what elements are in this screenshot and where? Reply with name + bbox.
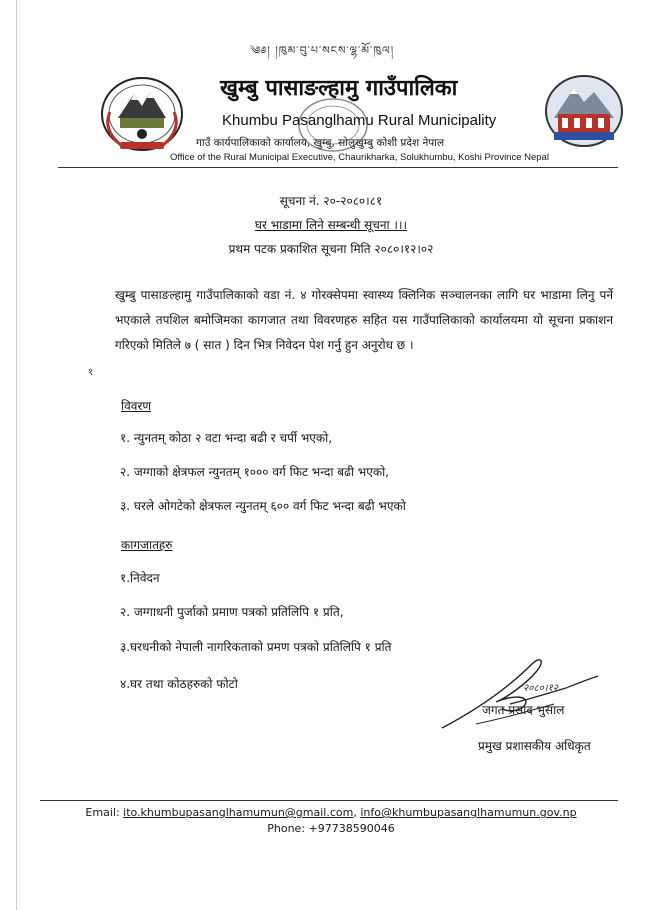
- publication-date: प्रथम पटक प्रकाशित सूचना मिति २०८०।१२।०२: [228, 242, 434, 256]
- documents-item-2: २. जग्गाधनी पुर्जाको प्रमाण पत्रको प्रतिलिपि १ प्रति,: [120, 605, 344, 619]
- documents-item-1: १.निवेदन: [120, 571, 160, 585]
- header-divider: [58, 167, 618, 168]
- municipality-title-english: Khumbu Pasanglhamu Rural Municipality: [222, 112, 497, 129]
- documents-item-3: ३.घरधनीको नेपाली नागरिकताको प्रमण पत्रको प्रतिलिपि १ प्रति: [120, 640, 392, 654]
- margin-mark: १: [88, 367, 94, 378]
- notice-subject-text: घर भाडामा लिने सम्बन्धी सूचना ।।।: [254, 218, 408, 232]
- municipality-title-nepali: खुम्बु पासाङल्हामु गाउँपालिका: [220, 76, 458, 101]
- email-link-2[interactable]: info@khumbupasanglhamumun.gov.np: [360, 806, 577, 819]
- handwritten-signature: [436, 650, 606, 734]
- footer-email-line: [0, 806, 662, 819]
- email-label: Email:: [85, 806, 120, 819]
- notice-subject: [0, 216, 662, 233]
- signatory-title: प्रमुख प्रशासकीय अधिकृत: [478, 739, 591, 753]
- details-item-2: २. जग्गाको क्षेत्रफल न्युनतम् १००० वर्ग फिट भन्दा बढी भएको,: [120, 465, 389, 479]
- tibetan-header-line: ༄༅། །ཁུམ་བུ་པ་སངས་ལྷ་མོ་ཁུལ།: [250, 44, 395, 57]
- details-heading: विवरण: [121, 399, 152, 413]
- details-item-1: १. न्युनतम् कोठा २ वटा भन्दा बढी र चर्पी भएको,: [120, 431, 333, 445]
- footer-divider: [40, 800, 618, 801]
- signature-date: २०८०।१२: [523, 683, 558, 694]
- footer-phone: Phone: +97738590046: [267, 822, 395, 835]
- page-edge: [16, 0, 17, 910]
- municipality-badge-logo: [544, 74, 624, 148]
- signatory-name: जगत प्रसाद भुसाल: [482, 703, 565, 717]
- office-address-english: Office of the Rural Municipal Executive, Chaurikharka, Solukhumbu, Koshi Province Nepal: [170, 152, 549, 163]
- office-stamp: [296, 96, 370, 154]
- email-link-1[interactable]: ito.khumbupasanglhamumun@gmail.com: [123, 806, 354, 819]
- notice-reference-number: सूचना नं. २०-२०८०।८१: [279, 194, 383, 208]
- office-address-nepali: गाउँ कार्यपालिकाको कार्यालय, खुम्बु, सोलुखुम्बु कोशी प्रदेश नेपाल: [196, 137, 445, 149]
- nepal-emblem-logo: [96, 72, 188, 154]
- notice-body: खुम्बु पासाङल्हामु गाउँपालिकाको वडा नं. ४ गोरक्सेपमा स्वास्थ्य क्लिनिक सञ्चालनका लागि घर भाडामा लिनु पर्ने भएकाले तपशिल बमोजिमका कागजात तथा विवरणहरु सहित यस गाउँपालिकाको कार्यालयमा यो सूचना प्रकाशन गरिएको मितिले ७ ( सात ) दिन भित्र निवेदन पेश गर्नु हुन अनुरोध छ ।: [115, 288, 613, 352]
- documents-item-4: ४.घर तथा कोठहरुको फोटो: [120, 677, 238, 691]
- email-separator: ,: [353, 806, 357, 819]
- documents-heading: कागजातहरु: [121, 538, 173, 552]
- details-item-3: ३. घरले ओगटेको क्षेत्रफल न्युनतम् ६०० वर्ग फिट भन्दा बढी भएको: [120, 499, 406, 513]
